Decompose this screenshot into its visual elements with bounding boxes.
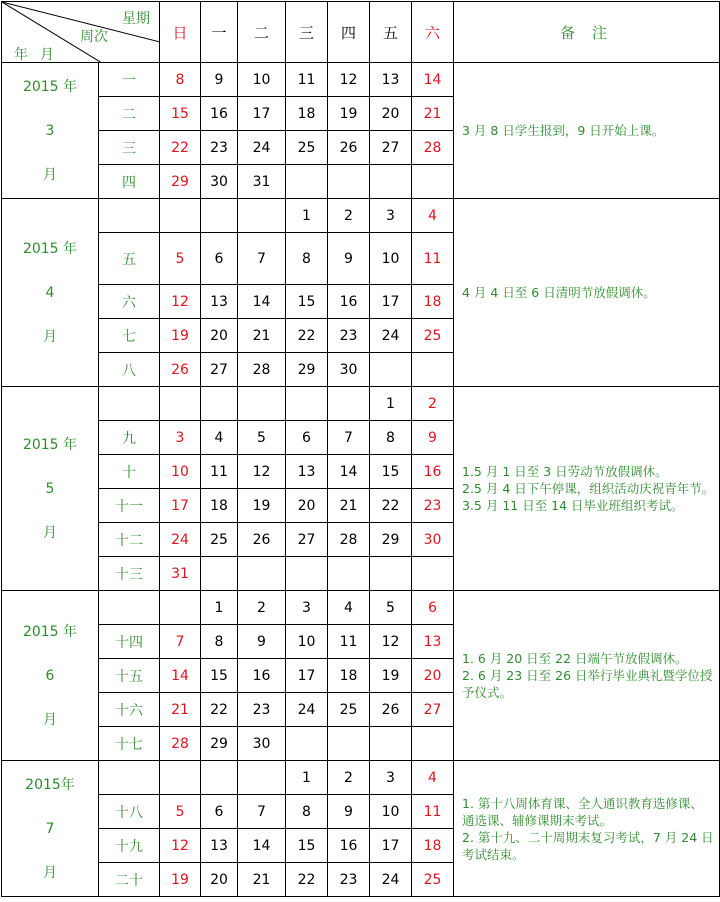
date-cell: 20 <box>201 319 238 353</box>
date-cell: 6 <box>286 421 328 455</box>
week-number-cell: 十五 <box>99 659 160 693</box>
date-cell: 3 <box>370 761 412 795</box>
date-cell: 9 <box>328 795 370 829</box>
date-cell: 22 <box>201 693 238 727</box>
week-number-cell <box>99 387 160 421</box>
date-cell <box>238 387 286 421</box>
date-cell <box>412 165 454 199</box>
date-cell: 10 <box>160 455 201 489</box>
day-header-thu: 四 <box>328 2 370 63</box>
date-cell: 21 <box>328 489 370 523</box>
date-cell: 25 <box>328 693 370 727</box>
date-cell: 8 <box>201 625 238 659</box>
date-cell <box>328 557 370 591</box>
month-unit: 月 <box>43 328 57 345</box>
date-cell: 6 <box>412 591 454 625</box>
month-label-cell <box>2 63 99 199</box>
day-header-mon: 一 <box>201 2 238 63</box>
week-number-cell: 十三 <box>99 557 160 591</box>
date-cell: 5 <box>160 795 201 829</box>
date-cell: 24 <box>286 693 328 727</box>
week-number-cell: 二 <box>99 97 160 131</box>
date-cell: 17 <box>370 285 412 319</box>
corner-label-nian: 年 <box>14 47 28 63</box>
date-cell: 16 <box>412 455 454 489</box>
date-cell: 14 <box>238 285 286 319</box>
date-cell: 17 <box>370 829 412 863</box>
date-cell <box>201 557 238 591</box>
date-cell <box>286 387 328 421</box>
notes-header: 备 注 <box>454 2 720 63</box>
week-number-cell <box>99 591 160 625</box>
date-cell: 21 <box>160 693 201 727</box>
date-cell: 28 <box>328 523 370 557</box>
week-number-cell: 七 <box>99 319 160 353</box>
week-number-cell: 六 <box>99 285 160 319</box>
date-cell: 23 <box>328 319 370 353</box>
date-cell: 15 <box>160 97 201 131</box>
date-cell: 18 <box>412 285 454 319</box>
date-cell: 29 <box>160 165 201 199</box>
date-cell <box>201 387 238 421</box>
month-year: 2015年 <box>25 776 75 793</box>
date-cell: 31 <box>238 165 286 199</box>
corner-label-xingqi: 星期 <box>122 11 150 27</box>
date-cell: 27 <box>370 131 412 165</box>
week-number-cell: 十一 <box>99 489 160 523</box>
date-cell: 25 <box>201 523 238 557</box>
date-cell: 11 <box>412 233 454 285</box>
date-cell: 25 <box>412 319 454 353</box>
date-cell: 27 <box>201 353 238 387</box>
date-cell: 27 <box>412 693 454 727</box>
date-cell: 1 <box>286 199 328 233</box>
day-header-sat: 六 <box>412 2 454 63</box>
date-cell: 12 <box>328 63 370 97</box>
date-cell: 14 <box>328 455 370 489</box>
week-number-cell <box>99 761 160 795</box>
date-cell: 22 <box>286 319 328 353</box>
date-cell: 15 <box>286 829 328 863</box>
date-cell <box>328 727 370 761</box>
date-cell: 1 <box>286 761 328 795</box>
date-cell <box>160 591 201 625</box>
week-number-cell: 十七 <box>99 727 160 761</box>
day-header-tue: 二 <box>238 2 286 63</box>
date-cell: 30 <box>238 727 286 761</box>
month-label-cell <box>2 591 99 761</box>
month-year: 2015 年 <box>22 78 78 95</box>
date-cell: 29 <box>286 353 328 387</box>
date-cell: 5 <box>370 591 412 625</box>
date-cell: 10 <box>370 795 412 829</box>
date-cell: 2 <box>328 199 370 233</box>
date-cell <box>286 727 328 761</box>
date-cell: 1 <box>370 387 412 421</box>
month-number: 4 <box>45 284 55 301</box>
date-cell: 4 <box>412 761 454 795</box>
date-cell: 23 <box>238 693 286 727</box>
date-cell: 18 <box>412 829 454 863</box>
month-year: 2015 年 <box>22 623 78 640</box>
date-cell: 7 <box>238 795 286 829</box>
date-cell: 21 <box>238 863 286 897</box>
date-cell: 3 <box>160 421 201 455</box>
date-cell: 7 <box>160 625 201 659</box>
date-cell: 21 <box>238 319 286 353</box>
date-cell: 18 <box>201 489 238 523</box>
date-cell <box>160 761 201 795</box>
date-cell: 9 <box>412 421 454 455</box>
date-cell: 17 <box>238 97 286 131</box>
month-label-cell <box>2 387 99 591</box>
date-cell: 4 <box>201 421 238 455</box>
date-cell: 6 <box>201 795 238 829</box>
week-number-cell: 九 <box>99 421 160 455</box>
date-cell: 28 <box>160 727 201 761</box>
date-cell: 16 <box>238 659 286 693</box>
date-cell: 14 <box>412 63 454 97</box>
date-cell: 2 <box>238 591 286 625</box>
date-cell: 12 <box>370 625 412 659</box>
month-number: 6 <box>45 667 55 684</box>
date-cell: 11 <box>328 625 370 659</box>
date-cell: 17 <box>286 659 328 693</box>
week-number-cell: 三 <box>99 131 160 165</box>
date-cell: 13 <box>412 625 454 659</box>
notes-cell <box>454 761 720 897</box>
date-cell <box>328 387 370 421</box>
date-cell: 30 <box>412 523 454 557</box>
date-cell <box>238 557 286 591</box>
date-cell <box>160 199 201 233</box>
date-cell: 11 <box>286 63 328 97</box>
date-cell: 16 <box>328 829 370 863</box>
date-cell <box>370 727 412 761</box>
month-label-cell <box>2 761 99 897</box>
date-cell: 17 <box>160 489 201 523</box>
week-row <box>2 761 720 795</box>
date-cell: 9 <box>328 233 370 285</box>
day-header-sun: 日 <box>160 2 201 63</box>
date-cell: 26 <box>328 131 370 165</box>
week-row <box>2 387 720 421</box>
date-cell: 28 <box>412 131 454 165</box>
date-cell: 8 <box>370 421 412 455</box>
corner-label-yue: 月 <box>40 47 54 63</box>
date-cell: 18 <box>286 97 328 131</box>
date-cell: 3 <box>370 199 412 233</box>
week-row <box>2 199 720 233</box>
date-cell: 10 <box>238 63 286 97</box>
month-label-cell <box>2 199 99 387</box>
date-cell: 22 <box>160 131 201 165</box>
week-row <box>2 63 720 97</box>
date-cell: 18 <box>328 659 370 693</box>
date-cell: 4 <box>412 199 454 233</box>
date-cell: 29 <box>370 523 412 557</box>
date-cell <box>286 557 328 591</box>
week-number-cell: 一 <box>99 63 160 97</box>
date-cell <box>328 165 370 199</box>
month-unit: 月 <box>43 166 57 183</box>
week-number-cell: 十九 <box>99 829 160 863</box>
note-line: 2. 6 月 23 日至 26 日举行毕业典礼暨学位授予仪式。 <box>462 668 713 700</box>
week-number-cell <box>99 199 160 233</box>
date-cell: 15 <box>286 285 328 319</box>
note-line: 3.5 月 11 日至 14 日毕业班组织考试。 <box>462 498 684 513</box>
month-unit: 月 <box>43 524 57 541</box>
date-cell: 8 <box>286 795 328 829</box>
date-cell: 24 <box>160 523 201 557</box>
date-cell <box>412 353 454 387</box>
week-number-cell: 四 <box>99 165 160 199</box>
date-cell <box>160 387 201 421</box>
date-cell: 25 <box>412 863 454 897</box>
day-header-fri: 五 <box>370 2 412 63</box>
date-cell: 16 <box>201 97 238 131</box>
date-cell: 15 <box>201 659 238 693</box>
week-number-cell: 十二 <box>99 523 160 557</box>
date-cell: 2 <box>328 761 370 795</box>
date-cell: 24 <box>370 863 412 897</box>
note-line: 1. 6 月 20 日至 22 日端午节放假调休。 <box>462 651 688 666</box>
date-cell <box>370 165 412 199</box>
month-number: 7 <box>45 820 55 837</box>
note-line: 2.5 月 4 日下午停课，组织活动庆祝青年节。 <box>462 481 715 496</box>
date-cell: 12 <box>238 455 286 489</box>
date-cell: 5 <box>238 421 286 455</box>
week-number-cell: 十四 <box>99 625 160 659</box>
date-cell: 27 <box>286 523 328 557</box>
note-line: 1.5 月 1 日至 3 日劳动节放假调休。 <box>462 464 668 479</box>
date-cell: 9 <box>238 625 286 659</box>
date-cell: 24 <box>370 319 412 353</box>
day-header-wed: 三 <box>286 2 328 63</box>
date-cell: 19 <box>160 319 201 353</box>
note-line: 4 月 4 日至 6 日清明节放假调休。 <box>462 285 656 300</box>
date-cell: 22 <box>286 863 328 897</box>
date-cell: 29 <box>201 727 238 761</box>
date-cell <box>412 557 454 591</box>
week-number-cell: 十八 <box>99 795 160 829</box>
date-cell: 7 <box>238 233 286 285</box>
date-cell: 4 <box>328 591 370 625</box>
note-line: 3 月 8 日学生报到，9 日开始上课。 <box>462 123 665 138</box>
date-cell: 23 <box>328 863 370 897</box>
date-cell: 23 <box>412 489 454 523</box>
notes-cell <box>454 387 720 591</box>
date-cell: 30 <box>201 165 238 199</box>
note-line: 2. 第十九、二十周期末复习考试，7 月 24 日考试结束。 <box>462 829 714 862</box>
date-cell: 24 <box>238 131 286 165</box>
notes-cell <box>454 63 720 199</box>
note-line: 1. 第十八周体育课、全人通识教育选修课、通选课、辅修课期末考试。 <box>462 795 703 828</box>
date-cell: 14 <box>238 829 286 863</box>
date-cell: 15 <box>370 455 412 489</box>
month-year: 2015 年 <box>22 436 78 453</box>
date-cell: 7 <box>328 421 370 455</box>
notes-cell <box>454 591 720 761</box>
corner-header-cell <box>2 2 160 63</box>
header-row <box>2 2 720 63</box>
date-cell: 10 <box>370 233 412 285</box>
week-row <box>2 591 720 625</box>
date-cell: 12 <box>160 829 201 863</box>
date-cell: 20 <box>370 97 412 131</box>
date-cell: 19 <box>370 659 412 693</box>
date-cell: 20 <box>201 863 238 897</box>
date-cell: 11 <box>201 455 238 489</box>
date-cell: 5 <box>160 233 201 285</box>
date-cell <box>201 761 238 795</box>
date-cell <box>370 557 412 591</box>
week-number-cell: 十 <box>99 455 160 489</box>
date-cell: 3 <box>286 591 328 625</box>
week-number-cell: 五 <box>99 233 160 285</box>
corner-label-zhouci: 周次 <box>80 29 108 45</box>
date-cell: 13 <box>201 285 238 319</box>
date-cell: 25 <box>286 131 328 165</box>
date-cell: 8 <box>160 63 201 97</box>
date-cell: 31 <box>160 557 201 591</box>
month-unit: 月 <box>43 864 57 881</box>
date-cell: 10 <box>286 625 328 659</box>
date-cell <box>238 761 286 795</box>
date-cell: 26 <box>238 523 286 557</box>
month-number: 5 <box>45 480 55 497</box>
date-cell: 28 <box>238 353 286 387</box>
week-number-cell: 二十 <box>99 863 160 897</box>
month-year: 2015 年 <box>22 240 78 257</box>
notes-cell <box>454 199 720 387</box>
date-cell: 12 <box>160 285 201 319</box>
date-cell: 20 <box>412 659 454 693</box>
date-cell: 19 <box>160 863 201 897</box>
date-cell: 6 <box>201 233 238 285</box>
date-cell <box>238 199 286 233</box>
date-cell: 13 <box>286 455 328 489</box>
date-cell <box>286 165 328 199</box>
date-cell: 20 <box>286 489 328 523</box>
date-cell: 14 <box>160 659 201 693</box>
date-cell: 26 <box>370 693 412 727</box>
date-cell: 9 <box>201 63 238 97</box>
date-cell: 13 <box>370 63 412 97</box>
date-cell: 11 <box>412 795 454 829</box>
month-unit: 月 <box>43 711 57 728</box>
date-cell: 23 <box>201 131 238 165</box>
date-cell: 16 <box>328 285 370 319</box>
date-cell: 2 <box>412 387 454 421</box>
date-cell <box>201 199 238 233</box>
date-cell: 26 <box>160 353 201 387</box>
date-cell: 19 <box>328 97 370 131</box>
date-cell <box>370 353 412 387</box>
week-number-cell: 八 <box>99 353 160 387</box>
academic-calendar-table <box>1 1 720 897</box>
date-cell: 22 <box>370 489 412 523</box>
date-cell: 1 <box>201 591 238 625</box>
date-cell: 8 <box>286 233 328 285</box>
date-cell: 21 <box>412 97 454 131</box>
date-cell: 13 <box>201 829 238 863</box>
week-number-cell: 十六 <box>99 693 160 727</box>
date-cell: 30 <box>328 353 370 387</box>
date-cell: 19 <box>238 489 286 523</box>
date-cell <box>412 727 454 761</box>
month-number: 3 <box>45 122 55 139</box>
